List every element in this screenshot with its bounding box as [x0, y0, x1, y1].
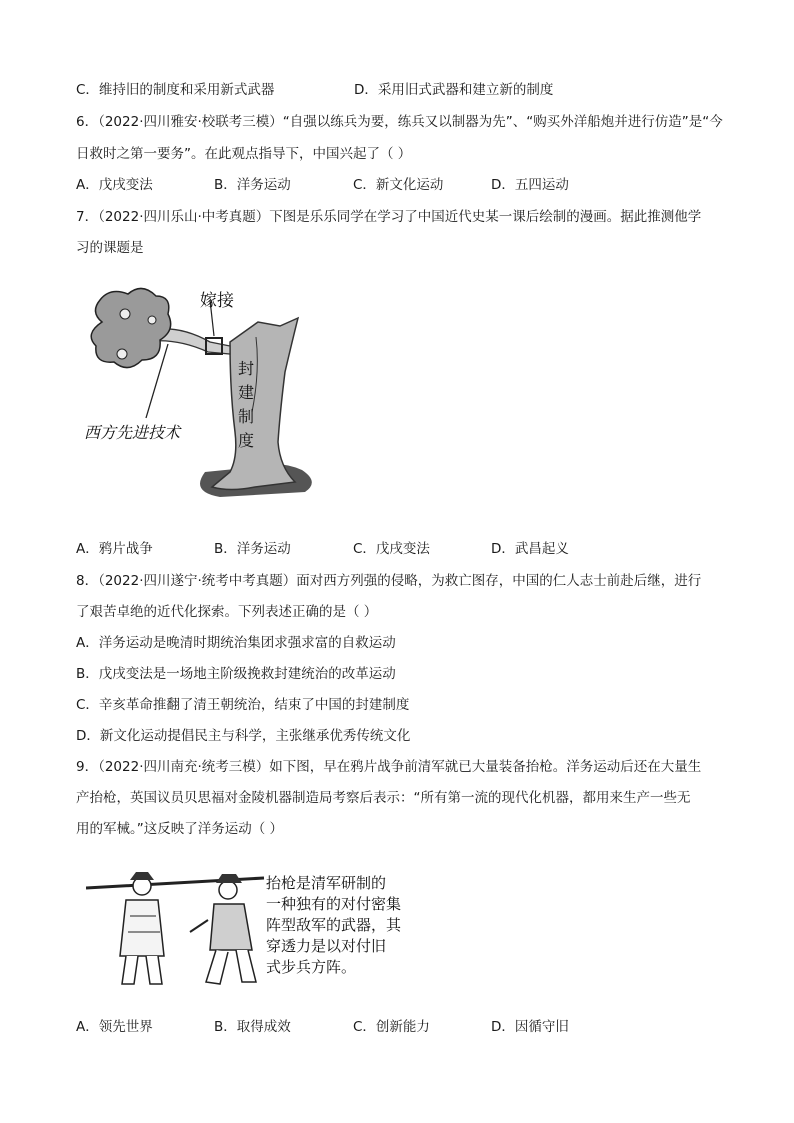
q9-option-d: D．因循守旧 — [491, 1019, 569, 1035]
gun-caption-line-4: 穿透力是以对付旧 — [266, 937, 387, 955]
gun-caption-line-5: 式步兵方阵。 — [266, 958, 357, 976]
q7-cartoon-figure — [80, 282, 320, 512]
q7-option-d: D．武昌起义 — [491, 541, 569, 557]
q9-option-c: C．创新能力 — [353, 1019, 430, 1035]
q9-option-b: B．取得成效 — [214, 1019, 291, 1035]
q6-option-b: B．洋务运动 — [214, 177, 291, 193]
q7-option-a: A．鸦片战争 — [76, 541, 153, 557]
q9-option-a: A．领先世界 — [76, 1019, 153, 1035]
q8-option-c: C．辛亥革命推翻了清王朝统治，结束了中国的封建制度 — [76, 697, 410, 713]
q6-stem-line2: 日救时之第一要务”。在此观点指导下，中国兴起了（ ） — [76, 146, 412, 162]
foliage-cloud — [91, 288, 170, 367]
q6-option-a: A．戊戌变法 — [76, 177, 153, 193]
q8-stem-line2: 了艰苦卓绝的近代化探索。下列表述正确的是（ ） — [76, 604, 378, 620]
trunk-label-1: 封 — [238, 359, 255, 378]
soldier-left — [120, 872, 164, 984]
q9-gun-figure — [86, 866, 422, 990]
tech-label: 西方先进技术 — [84, 423, 181, 442]
q6-option-c: C．新文化运动 — [353, 177, 444, 193]
q6-option-d: D．五四运动 — [491, 177, 569, 193]
q5-option-c: C．维持旧的制度和采用新式武器 — [76, 82, 275, 98]
tree-trunk — [212, 318, 298, 490]
gun-caption-line-1: 抬枪是清军研制的 — [266, 874, 387, 892]
q7-option-b: B．洋务运动 — [214, 541, 291, 557]
q9-stem-line2: 产抬枪，英国议员贝思福对金陵机器制造局考察后表示：“所有第一流的现代化机器，都用来生产一些无 — [76, 790, 691, 806]
trunk-label-3: 制 — [238, 407, 255, 426]
trunk-label-4: 度 — [238, 431, 255, 450]
gun-caption-line-3: 阵型敌军的武器，其 — [266, 916, 402, 934]
fruit-3 — [117, 349, 127, 359]
q8-stem-line1: 8．（2022·四川遂宁·统考中考真题）面对西方列强的侵略，为救亡图存，中国的仁人志士前赴后继，进行 — [76, 573, 702, 589]
q9-stem-line1: 9．（2022·四川南充·统考三模）如下图，早在鸦片战争前清军就已大量装备抬枪。洋务运动后还在大量生 — [76, 759, 702, 775]
gun-caption-line-2: 一种独有的对付密集 — [266, 895, 402, 913]
q9-stem-line3: 用的军械。”这反映了洋务运动（ ） — [76, 821, 284, 837]
soldier-right — [190, 874, 256, 984]
graft-label: 嫁接 — [200, 291, 234, 311]
q8-option-d: D．新文化运动提倡民主与科学，主张继承优秀传统文化 — [76, 728, 411, 744]
trunk-label-2: 建 — [238, 383, 255, 402]
q5-option-d: D．采用旧式武器和建立新的制度 — [354, 82, 554, 98]
q6-stem-line1: 6．（2022·四川雅安·校联考三模）“自强以练兵为要，练兵又以制器为先”、“购买外洋船炮并进行仿造”是“今 — [76, 114, 723, 130]
q7-option-c: C．戊戌变法 — [353, 541, 430, 557]
fruit-1 — [120, 309, 130, 319]
q8-option-b: B．戊戌变法是一场地主阶级挽救封建统治的改革运动 — [76, 666, 396, 682]
q8-option-a: A．洋务运动是晚清时期统治集团求强求富的自救运动 — [76, 635, 396, 651]
q7-stem-line1: 7．（2022·四川乐山·中考真题）下图是乐乐同学在学习了中国近代史某一课后绘制的漫画。据此推测他学 — [76, 209, 702, 225]
q7-stem-line2: 习的课题是 — [76, 240, 144, 256]
fruit-2 — [148, 316, 156, 324]
